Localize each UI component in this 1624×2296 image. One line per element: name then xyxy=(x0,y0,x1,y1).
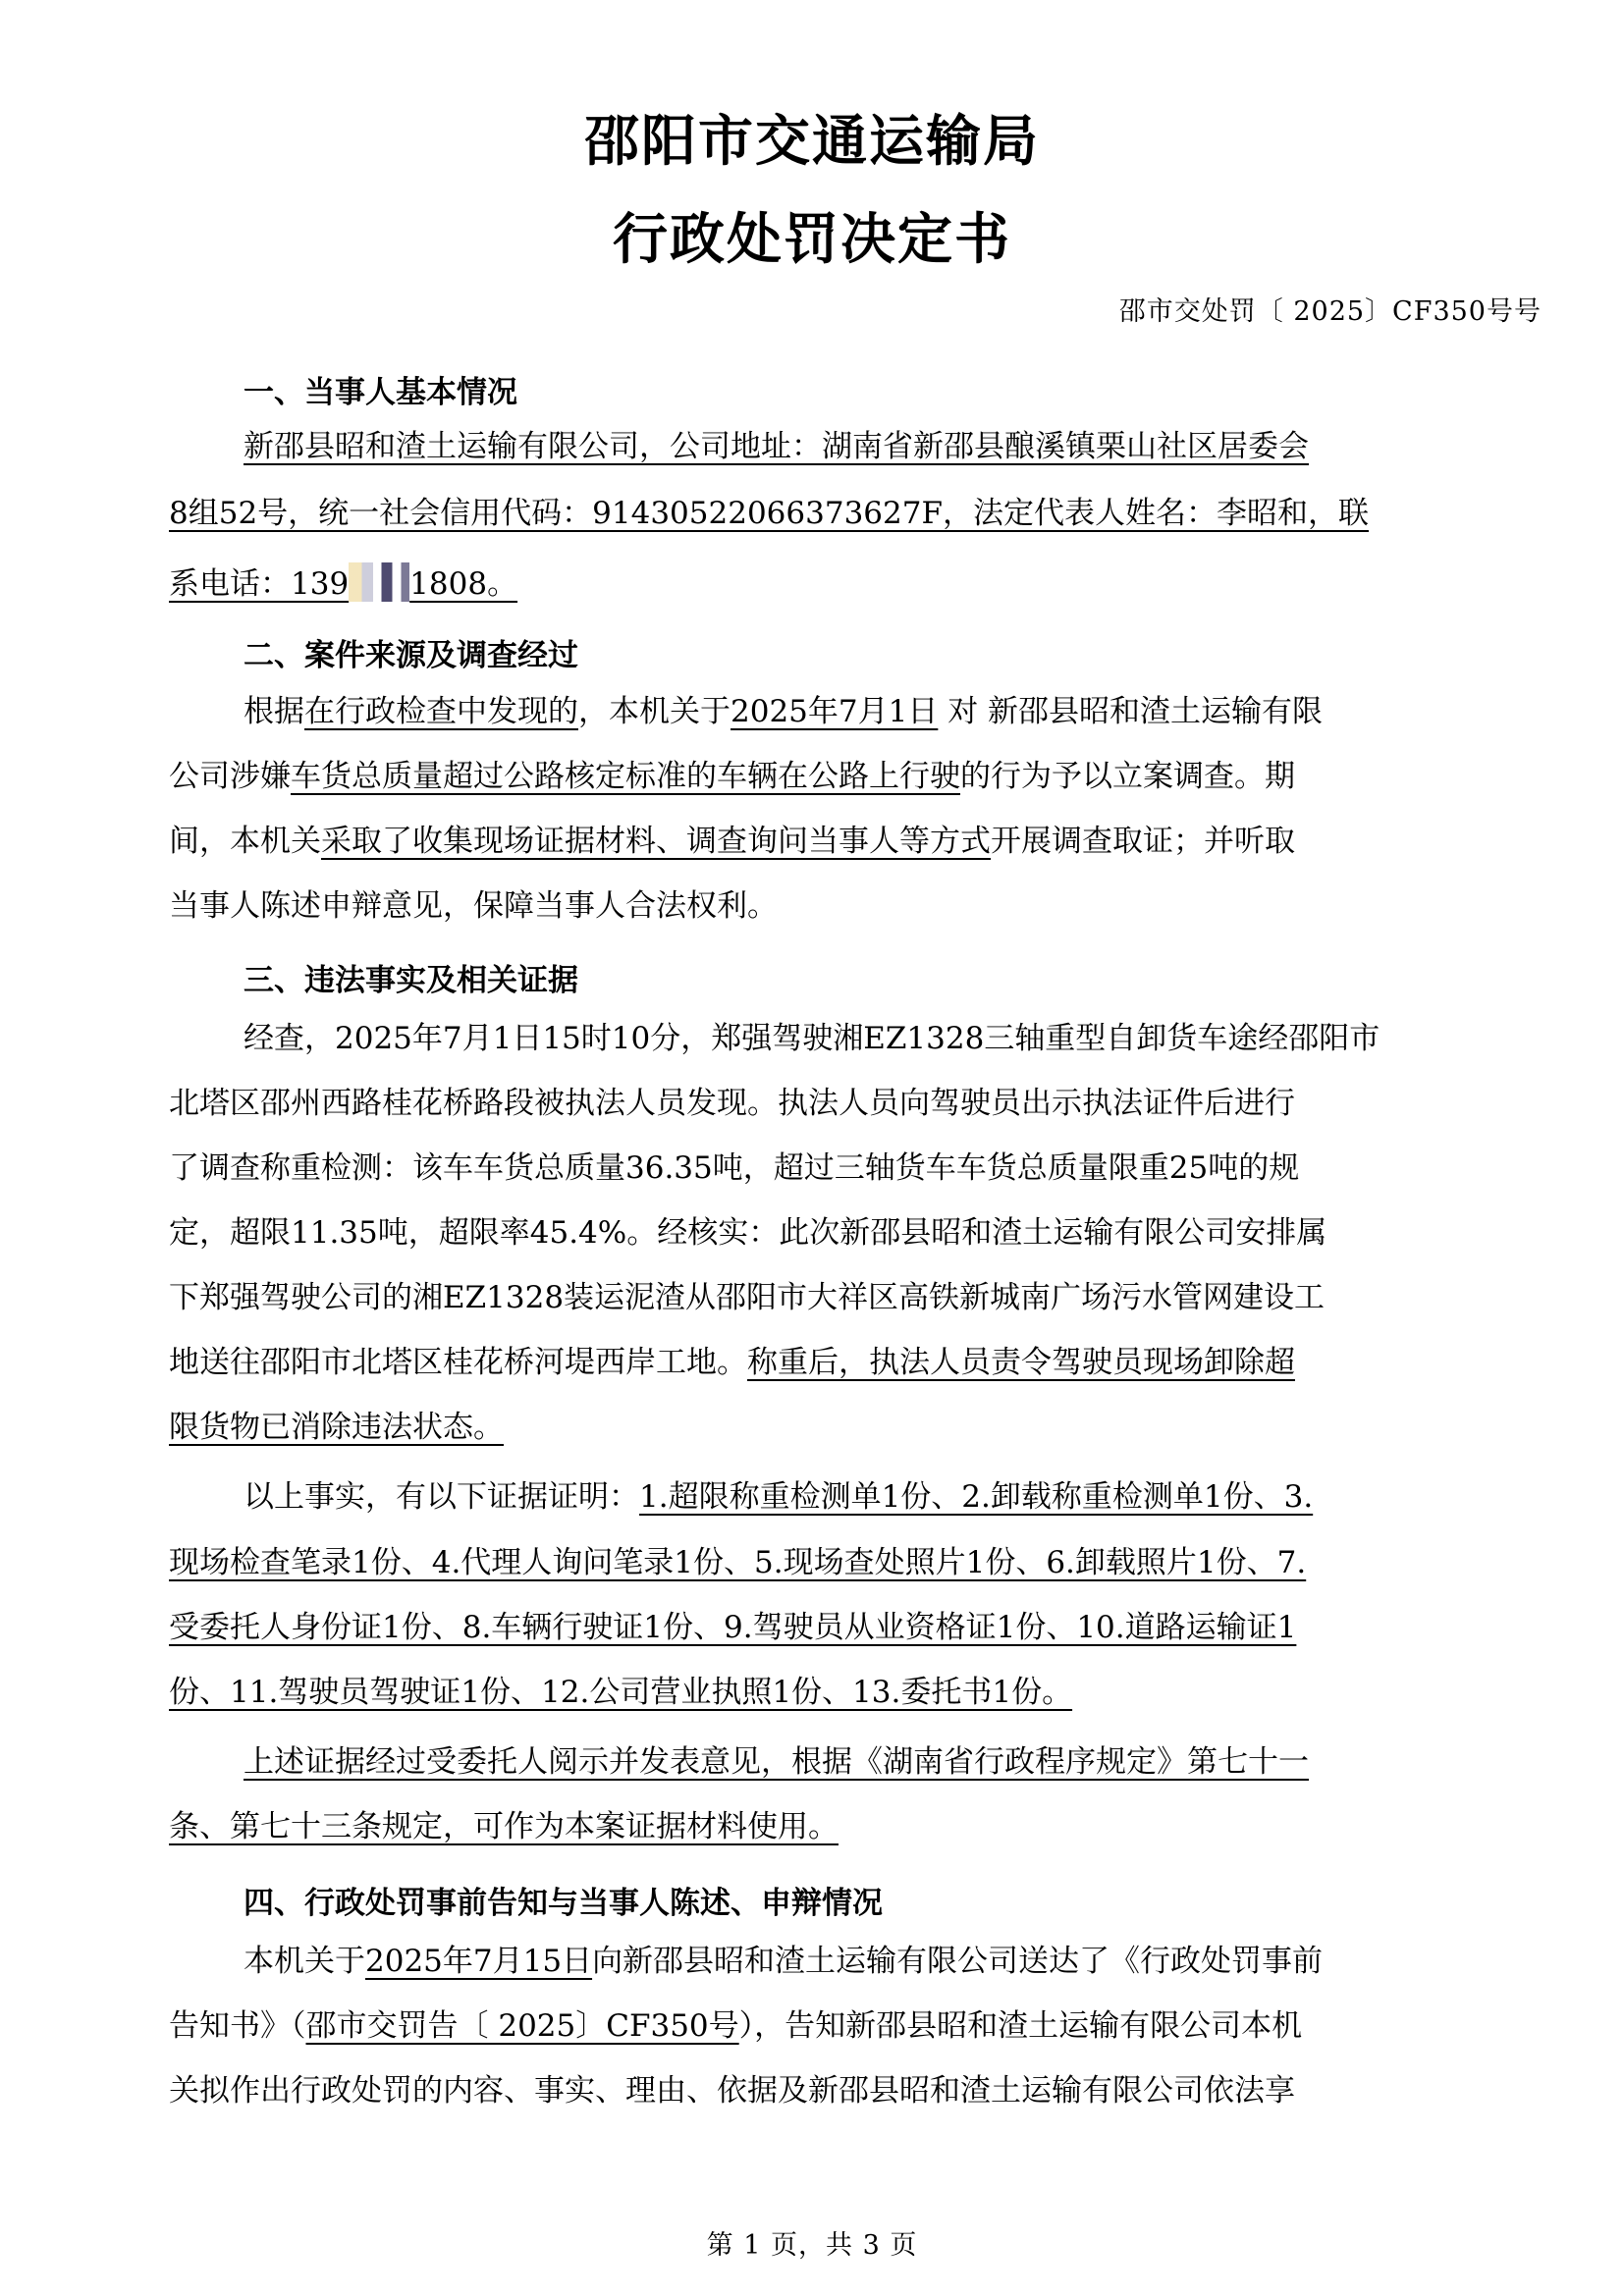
notice-date: 2025年7月15日 xyxy=(365,1944,593,1979)
section-heading-prior-notice: 四、行政处罚事前告知与当事人陈述、申辩情况 xyxy=(244,1886,883,1921)
case-source-line-4: 当事人陈述申辩意见，保障当事人合法权利。 xyxy=(169,888,778,924)
text-fragment: 开展调查取证；并听取 xyxy=(991,824,1295,859)
facts-line-5: 下郑强驾驶公司的湘EZ1328装运泥渣从邵阳市大祥区高铁新城南广场污水管网建设工 xyxy=(169,1280,1326,1315)
party-info-line-2: 8组52号，统一社会信用代码：91430522066373627F，法定代表人姓名：李昭和，联 xyxy=(169,496,1369,531)
document-title-type: 行政处罚决定书 xyxy=(613,208,1011,272)
notice-number: 邵市交罚告〔 2025〕CF350号 xyxy=(305,2008,739,2044)
facts-line-3: 了调查称重检测：该车车货总质量36.35吨，超过三轴货车车货总质量限重25吨的规 xyxy=(169,1150,1300,1186)
text-fragment: 以上事实，有以下证据证明： xyxy=(244,1479,639,1515)
notice-line-1 xyxy=(244,1944,1323,1980)
case-source-line-1 xyxy=(244,694,1323,730)
evidence-line-4: 份、11.驾驶员驾驶证1份、12.公司营业执照1份、13.委托书1份。 xyxy=(169,1675,1073,1710)
case-date: 2025年7月1日 xyxy=(731,694,939,729)
case-source-line-2 xyxy=(169,759,1295,795)
document-title-authority: 邵阳市交通运输局 xyxy=(584,110,1040,174)
phone-prefix: 系电话：139 xyxy=(169,566,350,602)
facts-line-4: 定，超限11.35吨，超限率45.4%。经核实：此次新邵县昭和渣土运输有限公司安排属 xyxy=(169,1215,1327,1251)
text-fragment: 对 新邵县昭和渣土运输有限 xyxy=(938,694,1324,729)
text-fragment: 间，本机关 xyxy=(169,824,321,859)
text-fragment: ），告知新邵县昭和渣土运输有限公司本机 xyxy=(738,2008,1303,2044)
phone-suffix: 1808。 xyxy=(409,566,518,602)
text-fragment: 的行为予以立案调查。期 xyxy=(960,759,1295,794)
text-fragment: 向新邵县昭和渣土运输有限公司送达了《行政处罚事前 xyxy=(592,1944,1324,1979)
facts-line-7: 限货物已消除违法状态。 xyxy=(169,1410,504,1445)
notice-line-3: 关拟作出行政处罚的内容、事实、理由、依据及新邵县昭和渣土运输有限公司依法享 xyxy=(169,2073,1295,2109)
redaction-mosaic xyxy=(349,562,409,602)
section-heading-party-info: 一、当事人基本情况 xyxy=(244,375,517,410)
evidence-list-start: 1.超限称重检测单1份、2.卸载称重检测单1份、3. xyxy=(639,1479,1314,1515)
document-number: 邵市交处罚〔 2025〕CF350号号 xyxy=(1118,296,1542,327)
text-fragment: 地送往邵阳市北塔区桂花桥河堤西岸工地。 xyxy=(169,1345,747,1380)
case-origin: 在行政检查中发现的 xyxy=(304,694,578,729)
text-fragment: ，本机关于 xyxy=(578,694,731,729)
text-fragment: 本机关于 xyxy=(244,1944,365,1979)
evidence-conclusion-line-2: 条、第七十三条规定，可作为本案证据材料使用。 xyxy=(169,1809,839,1844)
page-indicator: 第 1 页，共 3 页 xyxy=(706,2230,918,2261)
text-fragment: 根据 xyxy=(244,694,304,729)
evidence-conclusion-line-1: 上述证据经过受委托人阅示并发表意见，根据《湖南省行政程序规定》第七十一 xyxy=(244,1744,1309,1780)
party-info-line-1: 新邵县昭和渣土运输有限公司，公司地址：湖南省新邵县酿溪镇栗山社区居委会 xyxy=(244,429,1309,464)
text-fragment: 公司涉嫌 xyxy=(169,759,291,794)
evidence-line-2: 现场检查笔录1份、4.代理人询问笔录1份、5.现场查处照片1份、6.卸载照片1份、7. xyxy=(169,1545,1307,1580)
evidence-line-3: 受委托人身份证1份、8.车辆行驶证1份、9.驾驶员从业资格证1份、10.道路运输证1 xyxy=(169,1610,1297,1645)
notice-line-2 xyxy=(169,2008,1302,2045)
case-source-line-3 xyxy=(169,824,1295,860)
section-heading-case-source: 二、案件来源及调查经过 xyxy=(244,638,578,673)
remedy-statement: 称重后，执法人员责令驾驶员现场卸除超 xyxy=(747,1345,1295,1380)
violation-type: 车货总质量超过公路核定标准的车辆在公路上行驶 xyxy=(291,759,960,794)
facts-line-6 xyxy=(169,1345,1295,1381)
party-info-line-3 xyxy=(169,562,517,603)
investigation-methods: 采取了收集现场证据材料、调查询问当事人等方式 xyxy=(321,824,991,859)
section-heading-facts: 三、违法事实及相关证据 xyxy=(244,963,578,998)
facts-line-2: 北塔区邵州西路桂花桥路段被执法人员发现。执法人员向驾驶员出示执法证件后进行 xyxy=(169,1086,1295,1121)
facts-line-1: 经查，2025年7月1日15时10分，郑强驾驶湘EZ1328三轴重型自卸货车途经邵阳市 xyxy=(244,1021,1380,1056)
text-fragment: 告知书》（ xyxy=(169,2008,306,2044)
evidence-line-1 xyxy=(244,1479,1313,1516)
